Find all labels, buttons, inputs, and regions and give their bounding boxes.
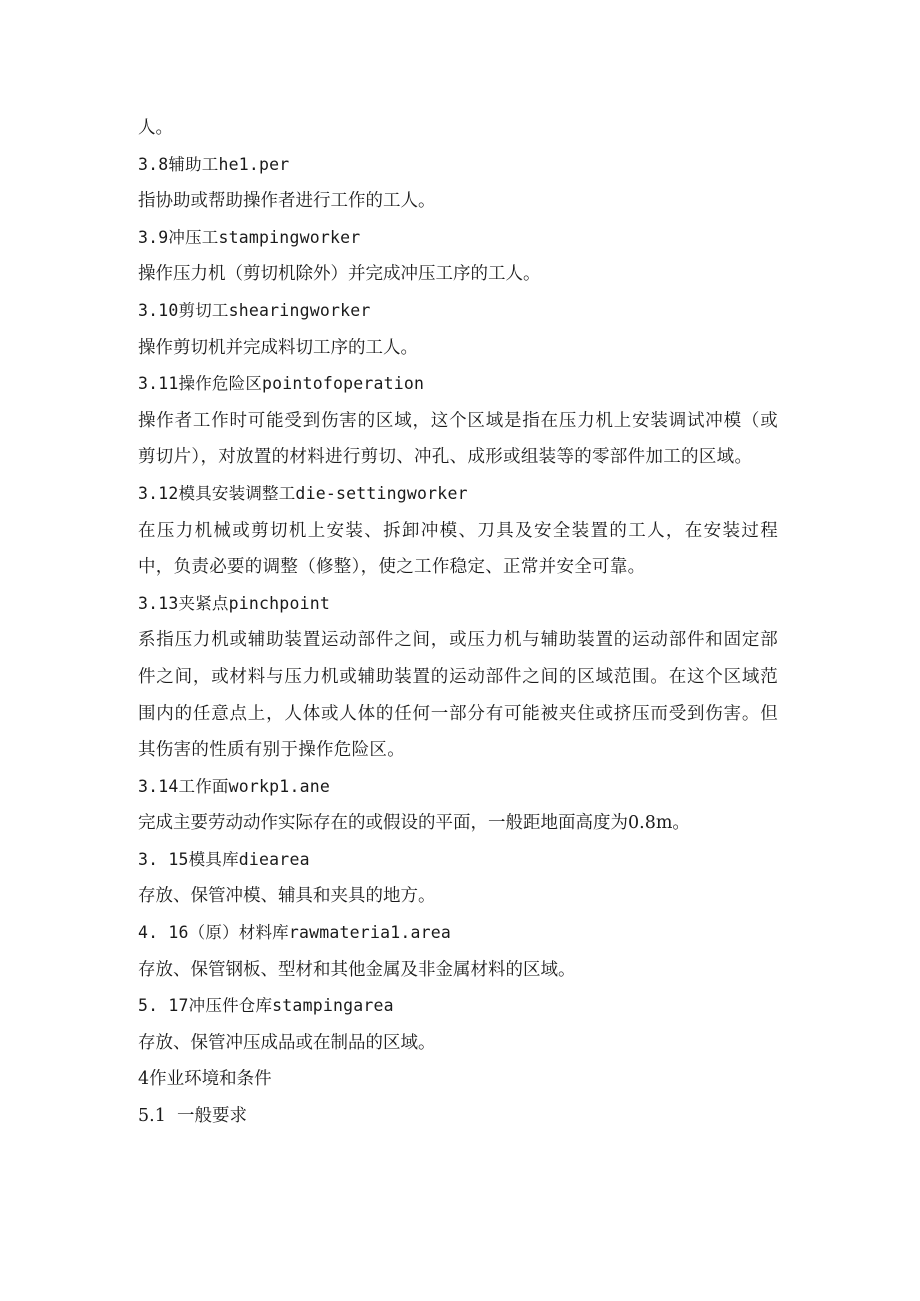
term-definition: 完成主要劳动动作实际存在的或假设的平面，一般距地面高度为0.8m。 xyxy=(138,813,690,834)
term-heading: 3.11操作危险区pointofoperation xyxy=(138,374,425,394)
term-heading: 3.9冲压工stampingworker xyxy=(138,227,361,247)
term-definition: 操作者工作时可能受到伤害的区域，这个区域是指在压力机上安装调试冲模（或剪切片），对放置的材料进行剪切、冲孔、成形或组装等的零部件加工的区域。 xyxy=(138,410,778,468)
term-heading: 3.13夹紧点pinchpoint xyxy=(138,593,330,613)
term-definition: 操作剪切机并完成料切工序的工人。 xyxy=(138,337,418,358)
term-definition: 指协助或帮助操作者进行工作的工人。 xyxy=(138,191,436,212)
term-heading: 3.14工作面workp1.ane xyxy=(138,776,330,796)
term-heading: 3.10剪切工shearingworker xyxy=(138,300,371,320)
term-definition: 操作压力机（剪切机除外）并完成冲压工序的工人。 xyxy=(138,264,541,285)
term-heading: 5. 17冲压件仓库stampingarea xyxy=(138,996,394,1016)
term-definition: 在压力机械或剪切机上安装、拆卸冲模、刀具及安全装置的工人，在安装过程中，负责必要的调整（修整），使之工作稳定、正常并安全可靠。 xyxy=(138,520,778,578)
term-definition: 存放、保管冲压成品或在制品的区域。 xyxy=(138,1032,436,1053)
term-heading: 3.8辅助工he1.per xyxy=(138,154,290,174)
term-definition: 存放、保管钢板、型材和其他金属及非金属材料的区域。 xyxy=(138,959,576,980)
term-heading: 3.12模具安装调整工die-settingworker xyxy=(138,483,468,503)
term-heading: 4. 16（原）材料库rawmateria1.area xyxy=(138,923,452,943)
term-definition: 系指压力机或辅助装置运动部件之间，或压力机与辅助装置的运动部件和固定部件之间，或材料与压力机或辅助装置的运动部件之间的区域范围。在这个区域范围内的任意点上，人体或人体的任何一部分有可能被夹住或挤压而受到伤害。但其伤害的性质有别于操作危险区。 xyxy=(138,630,778,761)
section-heading: 4作业环境和条件 xyxy=(138,1069,272,1090)
subsection-heading: 5.1 一般要求 xyxy=(138,1106,247,1127)
term-definition: 存放、保管冲模、辅具和夹具的地方。 xyxy=(138,886,436,907)
document-body xyxy=(138,110,778,1135)
term-heading: 3. 15模具库diearea xyxy=(138,849,310,869)
text-line: 人。 xyxy=(138,118,173,138)
